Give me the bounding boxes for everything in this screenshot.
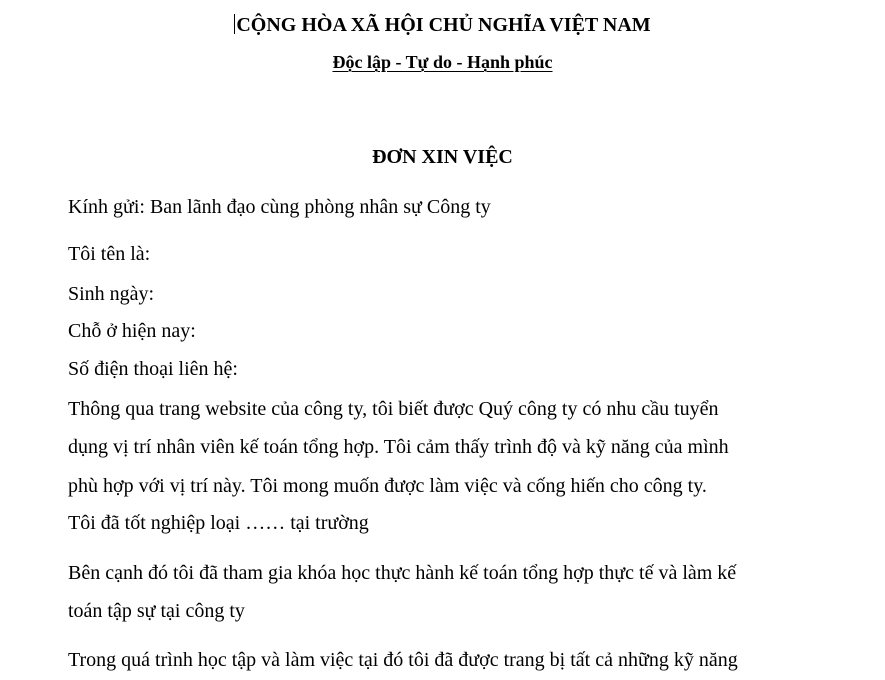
- body-line: Thông qua trang website của công ty, tôi biết được Quý công ty có nhu cầu tuyển: [68, 398, 719, 420]
- name-line: Tôi tên là:: [68, 243, 151, 265]
- body-line: toán tập sự tại công ty: [68, 600, 245, 622]
- body-line: dụng vị trí nhân viên kế toán tổng hợp. Tôi cảm thấy trình độ và kỹ năng của mình: [68, 436, 729, 458]
- body-line: Trong quá trình học tập và làm việc tại đó tôi đã được trang bị tất cả những kỹ năng: [68, 649, 738, 671]
- education-line: Tôi đã tốt nghiệp loại …… tại trường: [68, 512, 369, 534]
- body-line: Bên cạnh đó tôi đã tham gia khóa học thực hành kế toán tổng hợp thực tế và làm kế: [68, 562, 737, 584]
- motto: [0, 52, 885, 73]
- document-title: ĐƠN XIN VIỆC: [372, 146, 513, 168]
- phone-line: Số điện thoại liên hệ:: [68, 358, 238, 380]
- birthdate-line: Sinh ngày:: [68, 283, 155, 305]
- salutation-line: Kính gửi: Ban lãnh đạo cùng phòng nhân sự Công ty: [68, 196, 491, 218]
- national-title-text: CỘNG HÒA XÃ HỘI CHỦ NGHĨA VIỆT NAM: [236, 14, 651, 36]
- national-title: [0, 14, 885, 37]
- motto-text: Độc lập - Tự do - Hạnh phúc: [332, 52, 553, 72]
- body-line: phù hợp với vị trí này. Tôi mong muốn được làm việc và cống hiến cho công ty.: [68, 475, 707, 497]
- address-line: Chỗ ở hiện nay:: [68, 320, 196, 342]
